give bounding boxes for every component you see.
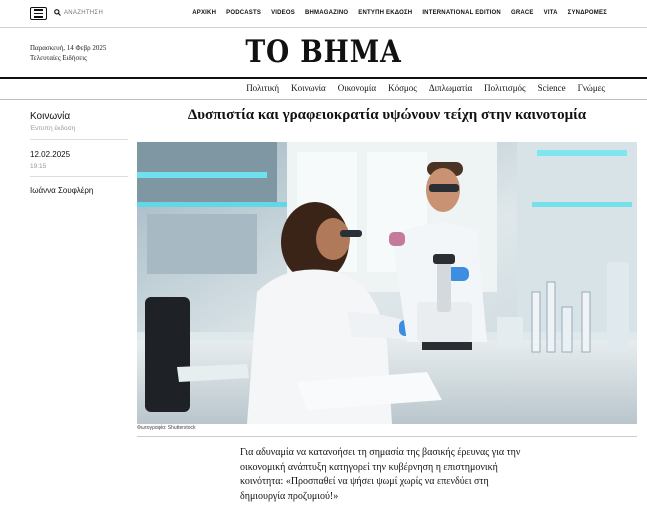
article-category[interactable]: Κοινωνία: [30, 111, 71, 122]
caption-divider: [137, 436, 637, 437]
top-nav-videos[interactable]: VIDEOS: [271, 10, 295, 16]
search-button[interactable]: [54, 9, 103, 16]
section-nav-politics[interactable]: Πολιτική: [246, 83, 280, 93]
article-time: 19:15: [30, 163, 47, 170]
section-nav-culture[interactable]: Πολιτισμός: [484, 83, 526, 93]
section-nav-economy[interactable]: Οικονομία: [337, 83, 377, 93]
section-nav-opinions[interactable]: Γνώμες: [577, 83, 605, 93]
top-nav-print-edition[interactable]: ΕΝΤΥΠΗ ΕΚΔΟΣΗ: [358, 10, 413, 16]
article-date: 12.02.2025: [30, 150, 71, 159]
section-nav-world[interactable]: Κόσμος: [388, 83, 417, 93]
article-headline: Δυσπιστία και γραφειοκρατία υψώνουν τείχη στην καινοτομία: [187, 107, 587, 123]
search-label: ΑΝΑΖΗΤΗΣΗ: [64, 9, 104, 16]
top-nav-grace[interactable]: GRACE: [510, 10, 534, 16]
top-nav-podcasts[interactable]: PODCASTS: [226, 10, 262, 16]
masthead-divider: [0, 77, 647, 79]
top-nav-bhmagazino[interactable]: BHMAGAZINO: [304, 10, 349, 16]
section-nav-divider: [0, 99, 647, 100]
top-bar: [0, 0, 647, 28]
image-caption: Φωτογραφία: Shutterstock: [137, 425, 196, 431]
section-nav: [246, 83, 605, 93]
site-logo[interactable]: ΤΟ ΒΗΜΑ: [245, 34, 402, 70]
search-icon: [54, 9, 61, 16]
top-nav: [192, 10, 607, 16]
current-date: Παρασκευή, 14 Φεβρ 2025: [30, 44, 107, 52]
section-nav-diplomacy[interactable]: Διπλωματία: [428, 83, 473, 93]
top-nav-subscriptions[interactable]: ΣΥΝΔΡΟΜΕΣ: [567, 10, 607, 16]
lab-scientists-photo: [137, 142, 637, 424]
article-author[interactable]: Ιωάννα Σουφλέρη: [30, 186, 94, 195]
article-edition: Έντυπη έκδοση: [30, 125, 76, 132]
top-nav-vita[interactable]: VITA: [543, 10, 558, 16]
top-nav-international[interactable]: INTERNATIONAL EDITION: [422, 10, 501, 16]
article-lead: Για αδυναμία να κατανοήσει τη σημασία της βασικής έρευνας για την οικονομική ανάπτυξη κατηγορεί την κυβέρνηση η επιστημονική κοινότητα: «Προσπαθεί να ψήσει ψωμί χωρίς να επενδύει στη δημιουργία προζυμιού!»: [240, 447, 521, 502]
section-nav-science[interactable]: Science: [537, 83, 566, 93]
hamburger-menu-icon[interactable]: [30, 7, 47, 20]
article-hero-image: [137, 142, 637, 424]
latest-news-link[interactable]: Τελευταίες Ειδήσεις: [30, 54, 87, 62]
top-nav-home[interactable]: ΑΡΧΙΚΗ: [192, 10, 217, 16]
meta-divider: [30, 176, 128, 177]
section-nav-society[interactable]: Κοινωνία: [291, 83, 326, 93]
meta-divider: [30, 139, 128, 140]
